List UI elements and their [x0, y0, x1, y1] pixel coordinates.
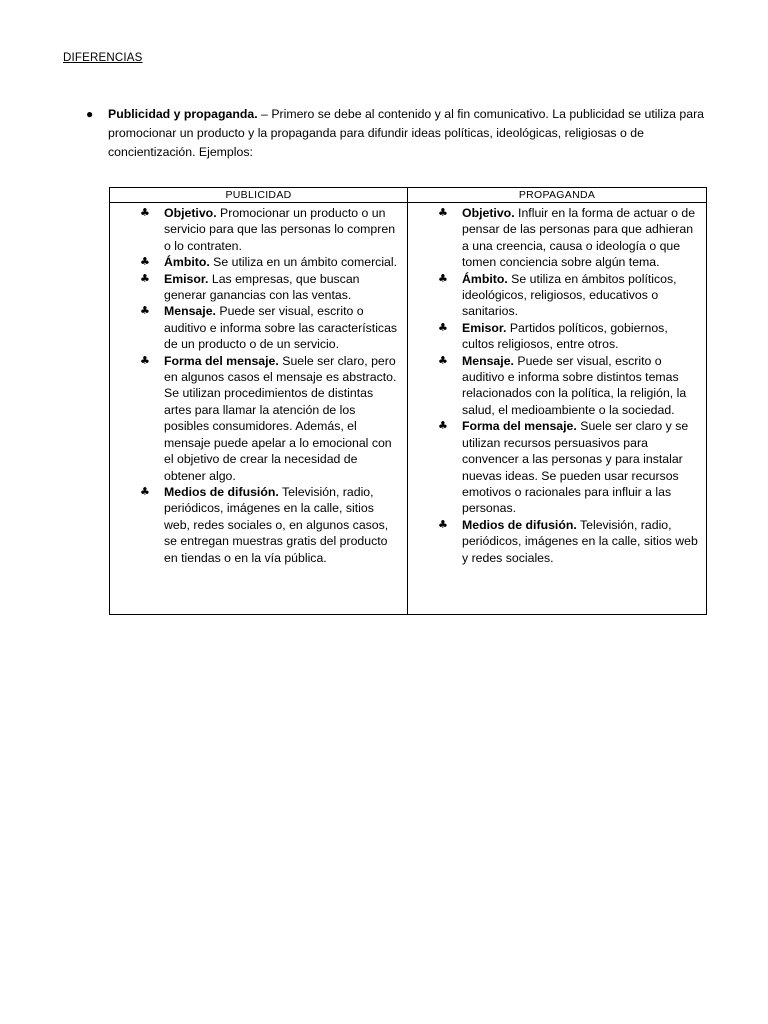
club-bullet-icon: ♣	[438, 206, 448, 219]
intro-body: – Primero se debe al contenido y al fin comunicativo. La publicidad se utiliza para promocionar un producto y la propaganda para difundir ideas políticas, ideológicas, religiosas o de concientización. Ejemplos:	[108, 107, 704, 159]
item-label: Ámbito.	[462, 271, 508, 286]
list-item	[116, 303, 401, 352]
propaganda-list	[414, 205, 700, 566]
table-header-row	[110, 188, 707, 203]
item-text: Televisión, radio, periódicos, imágenes en la calle, sitios web, redes sociales o, en algunos casos, se entregan muestras gratis del producto en tiendas o en la vía pública.	[164, 484, 389, 565]
item-label: Objetivo.	[462, 206, 515, 220]
list-item	[116, 484, 401, 566]
club-bullet-icon: ♣	[140, 353, 150, 367]
club-bullet-icon: ♣	[438, 320, 448, 334]
header-publicidad: PUBLICIDAD	[110, 188, 408, 203]
item-text: Promocionar un producto o un servicio para que las personas lo compren o lo contraten.	[164, 206, 396, 253]
header-propaganda: PROPAGANDA	[408, 188, 707, 203]
bullet-dot-icon: ●	[86, 107, 94, 121]
club-bullet-icon: ♣	[140, 484, 150, 498]
item-label: Mensaje.	[164, 304, 216, 319]
document-heading: DIFERENCIAS	[63, 52, 143, 64]
publicidad-cell	[110, 203, 408, 615]
club-bullet-icon: ♣	[438, 271, 448, 285]
item-text: Puede ser visual, escrito o auditivo e informa sobre las características de un producto o de un servicio.	[164, 304, 398, 352]
club-bullet-icon: ♣	[438, 419, 448, 433]
list-item	[116, 205, 401, 254]
list-item	[116, 254, 401, 270]
publicidad-list	[116, 205, 401, 566]
club-bullet-icon: ♣	[140, 271, 150, 285]
item-text: Televisión, radio, periódicos, imágenes en la calle, sitios web y redes sociales.	[462, 517, 698, 565]
item-text: Puede ser visual, escrito o auditivo e informa sobre distintos temas relacionados con la política, la religión, la salud, el medioambiente o la sociedad.	[462, 353, 687, 417]
list-item	[414, 418, 700, 516]
comparison-table	[109, 187, 707, 615]
list-item	[116, 353, 401, 484]
item-text: Influir en la forma de actuar o de pensar de las personas para que adhieran a una creencia, causa o ideología o que tomen conciencia sobre algún tema.	[462, 206, 696, 270]
list-item	[414, 320, 700, 353]
list-item	[414, 353, 700, 419]
item-text: Suele ser claro y se utilizan recursos persuasivos para convencer a las personas y para instalar nuevas ideas. Se pueden usar recursos emotivos o racionales para influir a las personas.	[462, 419, 689, 516]
item-label: Emisor.	[462, 320, 507, 335]
item-label: Objetivo.	[164, 206, 217, 220]
intro-lead: Publicidad y propaganda.	[108, 107, 258, 121]
list-item	[116, 271, 401, 304]
intro-text	[108, 105, 708, 162]
club-bullet-icon: ♣	[140, 304, 150, 318]
list-item	[414, 517, 700, 566]
club-bullet-icon: ♣	[438, 353, 448, 367]
item-label: Medios de difusión.	[164, 484, 279, 499]
item-text: Suele ser claro, pero en algunos casos el mensaje es abstracto. Se utilizan procedimientos de distintas artes para llamar la atención de los posibles consumidores. Además, el mensaje puede apelar a lo emocional con el objetivo de crear la necesidad de obtener algo.	[164, 353, 397, 483]
item-label: Forma del mensaje.	[462, 419, 577, 434]
intro-paragraph	[88, 105, 708, 162]
item-label: Emisor.	[164, 271, 209, 286]
item-label: Mensaje.	[462, 353, 514, 368]
item-label: Ámbito.	[164, 255, 210, 270]
club-bullet-icon: ♣	[140, 255, 150, 269]
item-text: Las empresas, que buscan generar ganancias con las ventas.	[164, 271, 360, 303]
item-label: Medios de difusión.	[462, 517, 577, 532]
list-item	[414, 205, 700, 271]
item-label: Forma del mensaje.	[164, 353, 279, 368]
club-bullet-icon: ♣	[438, 517, 448, 531]
list-item	[414, 271, 700, 320]
propaganda-cell	[408, 203, 707, 615]
item-text: Se utiliza en un ámbito comercial.	[209, 255, 398, 270]
club-bullet-icon: ♣	[140, 206, 150, 219]
item-text: Se utiliza en ámbitos políticos, ideológicos, religiosos, educativos o sanitarios.	[462, 271, 677, 319]
table-row	[110, 203, 707, 615]
item-text: Partidos políticos, gobiernos, cultos religiosos, entre otros.	[462, 320, 668, 352]
